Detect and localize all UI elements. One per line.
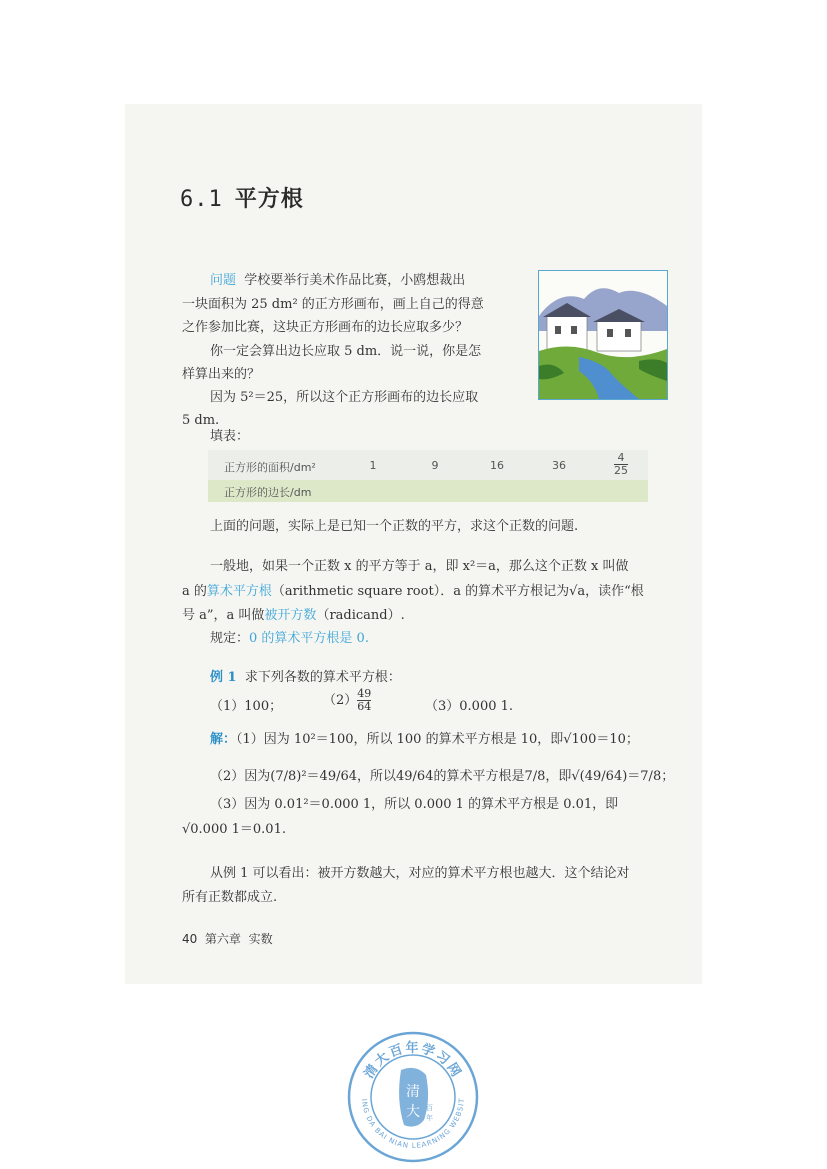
example-item-1: （1）100；	[210, 699, 283, 714]
fill-table-label: 填表：	[210, 429, 250, 444]
table-cell: 16	[490, 459, 504, 472]
problem-label: 问题	[210, 273, 237, 288]
problem-line-2: 一块面积为 25 dm² 的正方形画布，画上自己的得意	[182, 297, 484, 312]
summary-line: 上面的问题，实际上是已知一个正数的平方，求这个正数的问题.	[210, 519, 579, 534]
table-cell: 1	[369, 459, 377, 472]
table-row-area	[208, 450, 648, 480]
problem-line-1	[210, 270, 465, 292]
definition-line-3	[182, 605, 405, 627]
fraction-denominator: 25	[614, 464, 628, 477]
svg-text:百: 百	[426, 1104, 433, 1112]
definition-line-1: 一般地，如果一个正数 x 的平方等于 a，即 x²＝a，那么这个正数 x 叫做	[210, 559, 629, 574]
problem-line-3: 之作参加比赛，这块正方形画布的边长应取多少？	[182, 320, 469, 335]
solution-label: 解：	[210, 732, 237, 747]
village-painting-image	[538, 270, 668, 400]
definition-text: （arithmetic square root）．a 的算术平方根记为√a，读作“根	[271, 584, 644, 599]
watermark-seal-logo	[346, 1030, 480, 1164]
problem-line-6: 因为 5²＝25，所以这个正方形画布的边长应取	[210, 390, 479, 405]
problem-line-4: 你一定会算出边长应取 5 dm．说一说，你是怎	[210, 344, 482, 359]
example-task: 求下列各数的算术平方根：	[244, 670, 401, 685]
chapter-title: 实数	[248, 932, 273, 946]
textbook-page	[125, 104, 702, 984]
svg-text:年: 年	[426, 1114, 433, 1122]
problem-line-7: 5 dm.	[182, 413, 220, 428]
conclusion-line-2: 所有正数都成立.	[182, 890, 278, 905]
section-title: 平方根	[234, 186, 304, 212]
rule-text: 0 的算术平方根是 0.	[249, 631, 369, 646]
svg-text:QING DA BAI NIAN LEARNING WEBS: ING DA BAI NIAN LEARNING WEBSIT	[360, 1097, 467, 1151]
rule-line	[210, 628, 369, 650]
conclusion-line-1: 从例 1 可以看出：被开方数越大，对应的算术平方根也越大．这个结论对	[210, 866, 630, 881]
term-arithmetic-root: 算术平方根	[206, 584, 272, 599]
solution-line-3a: （3）因为 0.01²＝0.000 1，所以 0.000 1 的算术平方根是 0.01，即	[210, 797, 619, 812]
solution-line-2: （2）因为(7/8)²＝49/64，所以49/64的算术平方根是7/8，即√(49/64)＝7/8；	[210, 769, 675, 784]
definition-text: a 的	[182, 584, 207, 599]
chapter-number: 第六章	[204, 932, 241, 946]
example-item-3: （3）0.000 1.	[425, 699, 514, 714]
table-row-side	[208, 480, 648, 502]
problem-line-5: 样算出来的？	[182, 367, 261, 382]
definition-line-2	[182, 581, 644, 603]
fraction-numerator: 4	[617, 451, 625, 464]
svg-text:清大百年学习网: 清大百年学习网	[361, 1041, 465, 1082]
definition-text: （radicand）.	[316, 608, 405, 623]
fraction-numerator: 49	[357, 687, 372, 700]
fill-in-table	[208, 450, 648, 506]
problem-text-1: 学校要举行美术作品比赛，小鸥想裁出	[244, 273, 466, 288]
example-item-2	[323, 688, 371, 713]
example-label: 例 1	[210, 670, 237, 685]
section-heading	[180, 182, 304, 213]
table-cell: 9	[431, 459, 439, 472]
page-number: 40	[182, 932, 198, 946]
rule-label: 规定：	[210, 631, 250, 646]
table-cell-fraction	[596, 452, 646, 477]
example-heading	[210, 667, 401, 689]
row-label-side: 正方形的边长/dm	[224, 486, 312, 499]
solution-text-1: （1）因为 10²＝100，所以 100 的算术平方根是 10，即√100＝10；	[236, 732, 639, 747]
solution-line-3b: √0.000 1＝0.01.	[182, 822, 286, 837]
fraction-denominator: 64	[357, 700, 372, 713]
svg-text:清: 清	[406, 1084, 420, 1100]
section-number: 6.1	[180, 187, 223, 212]
page-footer	[182, 930, 273, 947]
svg-text:大: 大	[406, 1104, 420, 1120]
row-label-area: 正方形的面积/dm²	[224, 461, 316, 474]
example-item-2-prefix: （2）	[323, 693, 358, 708]
table-cell: 36	[552, 459, 566, 472]
solution-line-1	[210, 729, 639, 751]
definition-text: 号 a”，a 叫做	[182, 608, 265, 623]
term-radicand: 被开方数	[264, 608, 317, 623]
